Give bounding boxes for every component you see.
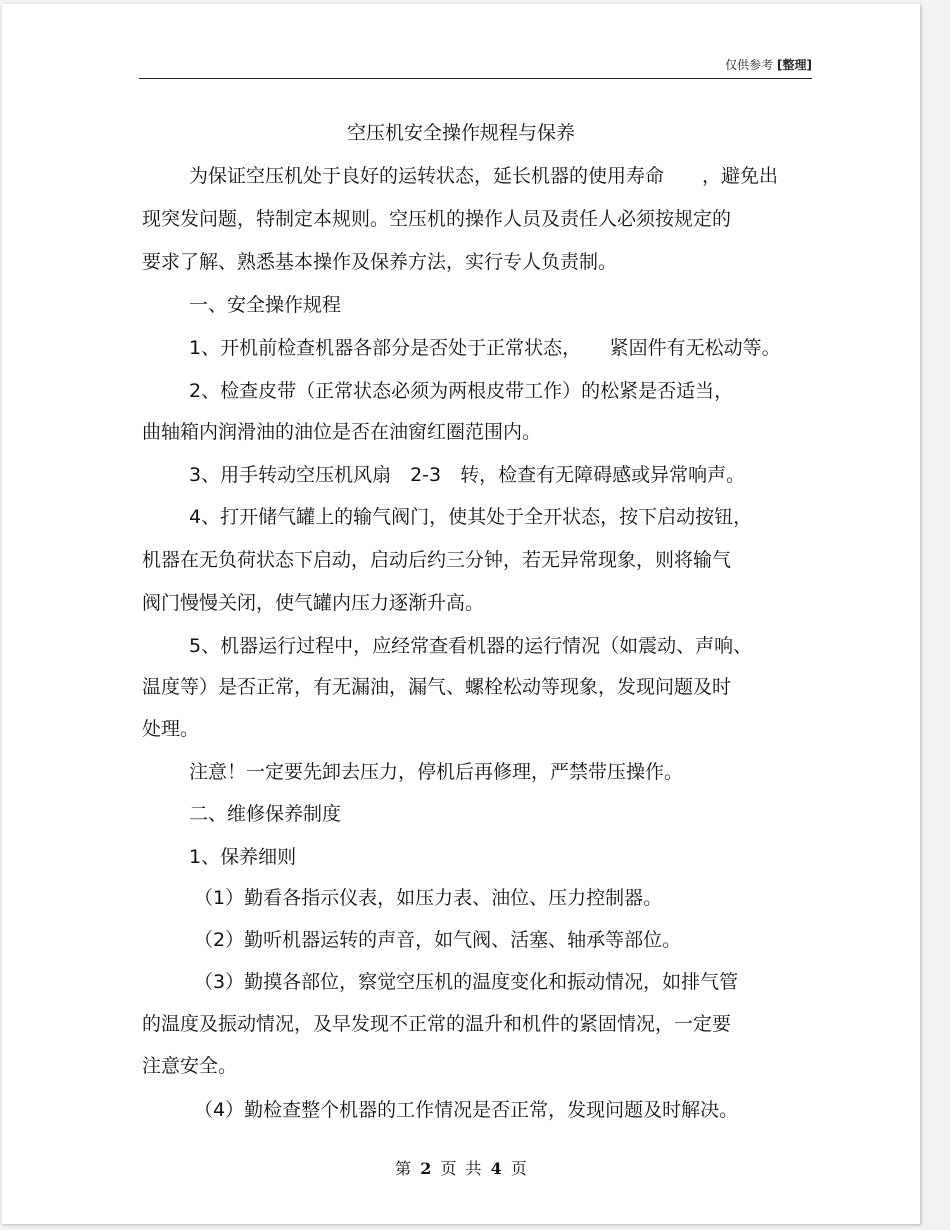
paragraph-line: 3、用手转动空压机风扇 2-3 转，检查有无障碍感或异常响声。 bbox=[189, 464, 746, 486]
paragraph-line: 为保证空压机处于良好的运转状态，延长机器的使用寿命 ，避免出 bbox=[189, 165, 779, 187]
paragraph-line: 处理。 bbox=[142, 718, 200, 740]
subsection-heading: 1、保养细则 bbox=[189, 846, 297, 868]
page-header bbox=[139, 50, 812, 79]
footer-suffix: 页 bbox=[510, 1159, 527, 1178]
list-item: （4）勤检查整个机器的工作情况是否正常，发现问题及时解决。 bbox=[194, 1099, 739, 1121]
paragraph-line: 4、打开储气罐上的输气阀门，使其处于全开状态，按下启动按钮， bbox=[189, 506, 753, 528]
header-tag: [整理] bbox=[777, 58, 812, 72]
list-item: （2）勤听机器运转的声音，如气阀、活塞、轴承等部位。 bbox=[194, 929, 682, 951]
paragraph-line: 注意安全。 bbox=[142, 1055, 238, 1077]
paragraph-line: 现突发问题，特制定本规则。空压机的操作人员及责任人必须按规定的 bbox=[142, 208, 732, 230]
total-pages: 4 bbox=[490, 1159, 502, 1178]
document-title: 空压机安全操作规程与保养 bbox=[346, 122, 575, 144]
paragraph-line: 阀门慢慢关闭，使气罐内压力逐渐升高。 bbox=[142, 592, 485, 614]
footer-middle: 页 共 bbox=[440, 1159, 482, 1178]
header-label: 仅供参考 bbox=[725, 58, 774, 72]
list-item: （1）勤看各指示仪表，如压力表、油位、压力控制器。 bbox=[194, 887, 663, 909]
footer-prefix: 第 bbox=[395, 1159, 412, 1178]
warning-note: 注意！一定要先卸去压力，停机后再修理，严禁带压操作。 bbox=[189, 761, 684, 783]
paragraph-line: 曲轴箱内润滑油的油位是否在油窗红圈范围内。 bbox=[142, 421, 542, 443]
page-footer bbox=[2, 1156, 920, 1179]
header-note bbox=[725, 56, 812, 73]
document-page bbox=[2, 4, 920, 1224]
paragraph-line: 1、开机前检查机器各部分是否处于正常状态， 紧固件有无松动等。 bbox=[189, 337, 781, 359]
paragraph-line: 的温度及振动情况，及早发现不正常的温升和机件的紧固情况，一定要 bbox=[142, 1013, 732, 1035]
paragraph-line: 要求了解、熟悉基本操作及保养方法，实行专人负责制。 bbox=[142, 251, 618, 273]
paragraph-line: 机器在无负荷状态下启动，启动后约三分钟，若无异常现象，则将输气 bbox=[142, 549, 732, 571]
list-item: （3）勤摸各部位，察觉空压机的温度变化和振动情况，如排气管 bbox=[194, 971, 739, 993]
section-heading: 一、安全操作规程 bbox=[189, 294, 342, 316]
section-heading: 二、维修保养制度 bbox=[189, 803, 342, 825]
paragraph-line: 5、机器运行过程中，应经常查看机器的运行情况（如震动、声响、 bbox=[189, 635, 753, 657]
paragraph-line: 温度等）是否正常，有无漏油，漏气、螺栓松动等现象，发现问题及时 bbox=[142, 676, 732, 698]
paragraph-line: 2、检查皮带（正常状态必须为两根皮带工作）的松紧是否适当， bbox=[189, 380, 734, 402]
page-number: 2 bbox=[420, 1159, 432, 1178]
